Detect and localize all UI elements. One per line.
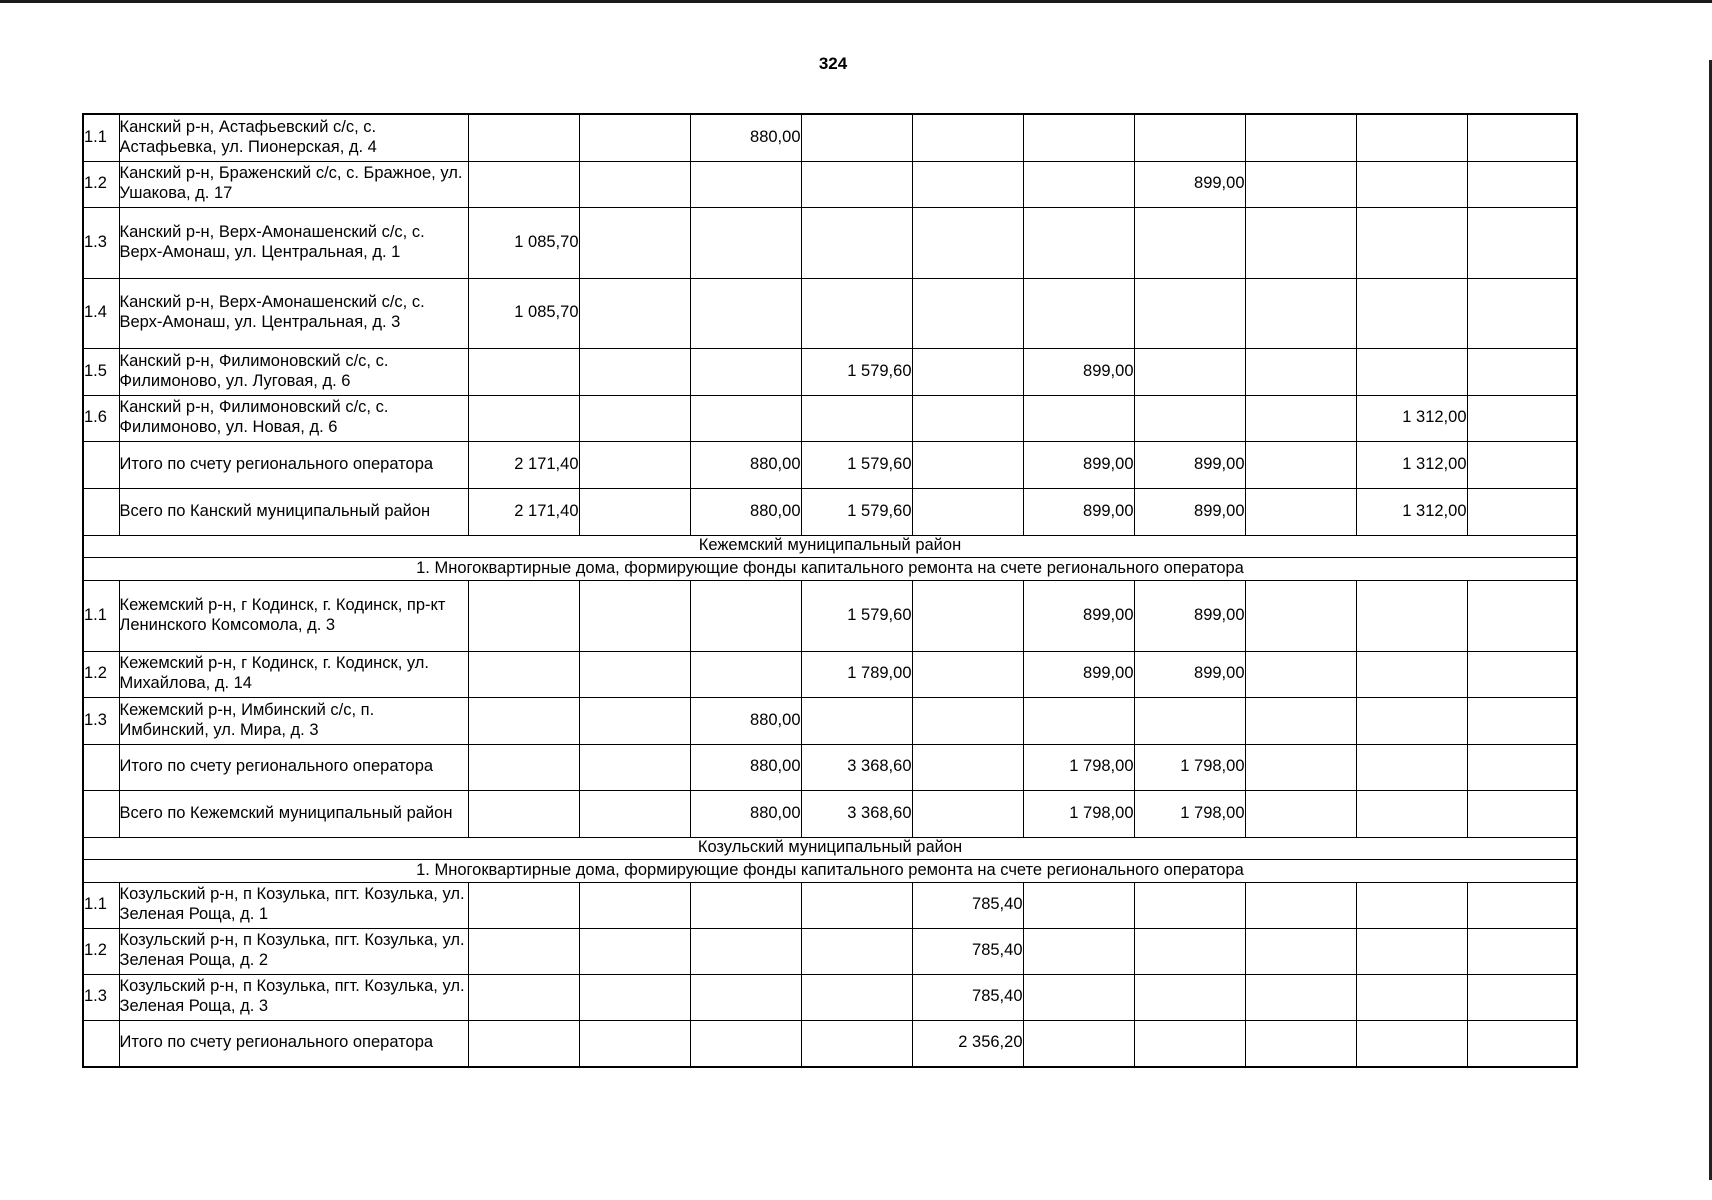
row-number: [83, 790, 119, 837]
value-cell: [1023, 928, 1134, 974]
row-number: 1.2: [83, 161, 119, 207]
table-row: [83, 395, 1577, 441]
value-cell: [1467, 114, 1577, 161]
value-cell: [801, 395, 912, 441]
value-cell: [1467, 697, 1577, 744]
value-cell: [579, 882, 690, 928]
value-cell: [690, 580, 801, 651]
address-cell: Кежемский р-н, г Кодинск, г. Кодинск, пр-кт Ленинского Комсомола, д. 3: [119, 580, 468, 651]
value-cell: 899,00: [1134, 488, 1245, 535]
value-cell: 1 312,00: [1356, 441, 1467, 488]
value-cell: [1245, 882, 1356, 928]
address-cell: Итого по счету регионального оператора: [119, 744, 468, 790]
value-cell: [1356, 744, 1467, 790]
table-row: [83, 697, 1577, 744]
value-cell: [579, 348, 690, 395]
value-cell: [1134, 207, 1245, 278]
value-cell: [1245, 278, 1356, 348]
value-cell: [690, 882, 801, 928]
value-cell: 1 312,00: [1356, 488, 1467, 535]
value-cell: [801, 1020, 912, 1067]
address-cell: Канский р-н, Астафьевский с/с, с. Астафьевка, ул. Пионерская, д. 4: [119, 114, 468, 161]
value-cell: 899,00: [1023, 580, 1134, 651]
value-cell: 785,40: [912, 882, 1023, 928]
value-cell: [1134, 882, 1245, 928]
row-number: 1.3: [83, 697, 119, 744]
value-cell: [468, 882, 579, 928]
value-cell: [1245, 395, 1356, 441]
value-cell: 899,00: [1023, 441, 1134, 488]
address-cell: Кежемский р-н, г Кодинск, г. Кодинск, ул. Михайлова, д. 14: [119, 651, 468, 697]
value-cell: [468, 928, 579, 974]
address-cell: Итого по счету регионального оператора: [119, 441, 468, 488]
value-cell: [1134, 114, 1245, 161]
row-number: [83, 1020, 119, 1067]
value-cell: 2 171,40: [468, 441, 579, 488]
value-cell: 785,40: [912, 974, 1023, 1020]
row-number: 1.5: [83, 348, 119, 395]
value-cell: [579, 790, 690, 837]
value-cell: [468, 974, 579, 1020]
value-cell: [690, 278, 801, 348]
value-cell: [690, 348, 801, 395]
value-cell: 880,00: [690, 441, 801, 488]
value-cell: [1467, 207, 1577, 278]
value-cell: [579, 697, 690, 744]
value-cell: 1 085,70: [468, 207, 579, 278]
value-cell: [912, 441, 1023, 488]
table-row: [83, 928, 1577, 974]
value-cell: [1245, 441, 1356, 488]
value-cell: [690, 651, 801, 697]
value-cell: 899,00: [1023, 488, 1134, 535]
value-cell: 899,00: [1134, 651, 1245, 697]
address-cell: Козульский р-н, п Козулька, пгт. Козулька, ул. Зеленая Роща, д. 2: [119, 928, 468, 974]
value-cell: [1023, 161, 1134, 207]
value-cell: [1245, 744, 1356, 790]
value-cell: [1356, 882, 1467, 928]
value-cell: [579, 278, 690, 348]
value-cell: [690, 395, 801, 441]
value-cell: [1356, 697, 1467, 744]
row-number: 1.6: [83, 395, 119, 441]
value-cell: [1467, 1020, 1577, 1067]
row-number: 1.4: [83, 278, 119, 348]
table-row: [83, 488, 1577, 535]
value-cell: 1 789,00: [801, 651, 912, 697]
address-cell: Козульский р-н, п Козулька, пгт. Козулька, ул. Зеленая Роща, д. 1: [119, 882, 468, 928]
table-row: [83, 790, 1577, 837]
value-cell: [1467, 348, 1577, 395]
value-cell: [468, 161, 579, 207]
value-cell: [579, 488, 690, 535]
value-cell: [468, 348, 579, 395]
value-cell: [1356, 278, 1467, 348]
value-cell: [690, 161, 801, 207]
repair-cost-table: [82, 113, 1578, 1068]
value-cell: [801, 161, 912, 207]
address-cell: Кежемский р-н, Имбинский с/с, п. Имбинский, ул. Мира, д. 3: [119, 697, 468, 744]
value-cell: 880,00: [690, 488, 801, 535]
value-cell: [1356, 580, 1467, 651]
value-cell: [579, 207, 690, 278]
value-cell: [1245, 580, 1356, 651]
value-cell: [912, 161, 1023, 207]
section-header-row: [83, 859, 1577, 882]
value-cell: 899,00: [1134, 161, 1245, 207]
value-cell: [801, 974, 912, 1020]
page-number: 324: [818, 54, 848, 73]
value-cell: [1245, 974, 1356, 1020]
value-cell: [1023, 882, 1134, 928]
value-cell: [912, 790, 1023, 837]
value-cell: [1467, 161, 1577, 207]
value-cell: 1 798,00: [1134, 744, 1245, 790]
row-number: 1.3: [83, 974, 119, 1020]
value-cell: 899,00: [1134, 441, 1245, 488]
value-cell: [468, 697, 579, 744]
value-cell: 1 579,60: [801, 441, 912, 488]
value-cell: [468, 1020, 579, 1067]
value-cell: [468, 790, 579, 837]
value-cell: [912, 348, 1023, 395]
value-cell: [579, 114, 690, 161]
value-cell: [1356, 790, 1467, 837]
value-cell: [801, 278, 912, 348]
table-row: [83, 744, 1577, 790]
value-cell: 899,00: [1134, 580, 1245, 651]
table-row: [83, 278, 1577, 348]
value-cell: [1023, 1020, 1134, 1067]
value-cell: [1356, 114, 1467, 161]
value-cell: [1467, 488, 1577, 535]
row-number: [83, 441, 119, 488]
section-header-row: [83, 535, 1577, 557]
value-cell: 1 798,00: [1134, 790, 1245, 837]
table-row: [83, 882, 1577, 928]
value-cell: [801, 207, 912, 278]
value-cell: [579, 928, 690, 974]
value-cell: [1467, 928, 1577, 974]
table-row: [83, 651, 1577, 697]
value-cell: [1467, 278, 1577, 348]
value-cell: 1 579,60: [801, 488, 912, 535]
value-cell: [579, 651, 690, 697]
value-cell: [1134, 278, 1245, 348]
value-cell: [468, 744, 579, 790]
value-cell: 1 798,00: [1023, 744, 1134, 790]
value-cell: [468, 395, 579, 441]
value-cell: [690, 974, 801, 1020]
section-header-row: [83, 557, 1577, 580]
section-title: 1. Многоквартирные дома, формирующие фонды капитального ремонта на счете регионального оператора: [83, 557, 1577, 580]
address-cell: Канский р-н, Верх-Амонашенский с/с, с. Верх-Амонаш, ул. Центральная, д. 3: [119, 278, 468, 348]
value-cell: [579, 1020, 690, 1067]
value-cell: [579, 744, 690, 790]
value-cell: [579, 161, 690, 207]
table-row: [83, 580, 1577, 651]
value-cell: 3 368,60: [801, 744, 912, 790]
table-row: [83, 1020, 1577, 1067]
value-cell: [1356, 928, 1467, 974]
value-cell: [1245, 348, 1356, 395]
value-cell: 1 798,00: [1023, 790, 1134, 837]
value-cell: 1 085,70: [468, 278, 579, 348]
value-cell: [690, 1020, 801, 1067]
value-cell: [1356, 207, 1467, 278]
value-cell: [1467, 395, 1577, 441]
address-cell: Канский р-н, Филимоновский с/с, с. Филимоново, ул. Новая, д. 6: [119, 395, 468, 441]
value-cell: [1245, 651, 1356, 697]
value-cell: [801, 928, 912, 974]
address-cell: Козульский р-н, п Козулька, пгт. Козулька, ул. Зеленая Роща, д. 3: [119, 974, 468, 1020]
address-cell: Итого по счету регионального оператора: [119, 1020, 468, 1067]
value-cell: [1356, 1020, 1467, 1067]
value-cell: 3 368,60: [801, 790, 912, 837]
value-cell: [579, 580, 690, 651]
value-cell: 899,00: [1023, 348, 1134, 395]
table-row: [83, 441, 1577, 488]
section-header-row: [83, 837, 1577, 859]
section-title: 1. Многоквартирные дома, формирующие фонды капитального ремонта на счете регионального оператора: [83, 859, 1577, 882]
value-cell: [912, 580, 1023, 651]
value-cell: [579, 441, 690, 488]
value-cell: [1023, 395, 1134, 441]
row-number: 1.2: [83, 928, 119, 974]
value-cell: [1467, 651, 1577, 697]
row-number: [83, 488, 119, 535]
address-cell: Всего по Канский муниципальный район: [119, 488, 468, 535]
value-cell: [1356, 974, 1467, 1020]
value-cell: [1356, 348, 1467, 395]
value-cell: [1023, 278, 1134, 348]
value-cell: [1245, 1020, 1356, 1067]
value-cell: [912, 488, 1023, 535]
table-row: [83, 974, 1577, 1020]
table-row: [83, 348, 1577, 395]
value-cell: [1245, 697, 1356, 744]
table-row: [83, 114, 1577, 161]
value-cell: 785,40: [912, 928, 1023, 974]
value-cell: [912, 278, 1023, 348]
value-cell: [912, 395, 1023, 441]
value-cell: [468, 114, 579, 161]
value-cell: 2 356,20: [912, 1020, 1023, 1067]
section-title: Козульский муниципальный район: [83, 837, 1577, 859]
value-cell: [801, 697, 912, 744]
value-cell: [1245, 161, 1356, 207]
value-cell: [801, 114, 912, 161]
table-row: [83, 161, 1577, 207]
value-cell: [468, 580, 579, 651]
value-cell: [1023, 974, 1134, 1020]
value-cell: [912, 697, 1023, 744]
value-cell: [801, 882, 912, 928]
value-cell: [1245, 114, 1356, 161]
value-cell: 880,00: [690, 697, 801, 744]
value-cell: [1134, 1020, 1245, 1067]
row-number: 1.3: [83, 207, 119, 278]
row-number: 1.1: [83, 580, 119, 651]
value-cell: [1467, 882, 1577, 928]
value-cell: [1134, 928, 1245, 974]
value-cell: [579, 974, 690, 1020]
value-cell: 880,00: [690, 744, 801, 790]
value-cell: [1245, 207, 1356, 278]
address-cell: Всего по Кежемский муниципальный район: [119, 790, 468, 837]
value-cell: [912, 651, 1023, 697]
value-cell: [1134, 697, 1245, 744]
value-cell: 880,00: [690, 114, 801, 161]
value-cell: [468, 651, 579, 697]
value-cell: [1134, 395, 1245, 441]
value-cell: [1467, 974, 1577, 1020]
table-body: [83, 114, 1577, 1067]
row-number: 1.1: [83, 114, 119, 161]
row-number: [83, 744, 119, 790]
value-cell: [1467, 744, 1577, 790]
value-cell: [1467, 580, 1577, 651]
value-cell: 1 579,60: [801, 348, 912, 395]
value-cell: [912, 744, 1023, 790]
value-cell: [912, 114, 1023, 161]
value-cell: [579, 395, 690, 441]
value-cell: 1 312,00: [1356, 395, 1467, 441]
value-cell: [1023, 114, 1134, 161]
value-cell: [1245, 928, 1356, 974]
value-cell: [912, 207, 1023, 278]
value-cell: [690, 207, 801, 278]
address-cell: Канский р-н, Филимоновский с/с, с. Филимоново, ул. Луговая, д. 6: [119, 348, 468, 395]
address-cell: Канский р-н, Браженский с/с, с. Бражное, ул. Ушакова, д. 17: [119, 161, 468, 207]
value-cell: [1467, 790, 1577, 837]
value-cell: 899,00: [1023, 651, 1134, 697]
value-cell: 2 171,40: [468, 488, 579, 535]
row-number: 1.2: [83, 651, 119, 697]
value-cell: 880,00: [690, 790, 801, 837]
section-title: Кежемский муниципальный район: [83, 535, 1577, 557]
value-cell: 1 579,60: [801, 580, 912, 651]
value-cell: [1245, 790, 1356, 837]
address-cell: Канский р-н, Верх-Амонашенский с/с, с. Верх-Амонаш, ул. Центральная, д. 1: [119, 207, 468, 278]
value-cell: [1134, 348, 1245, 395]
row-number: 1.1: [83, 882, 119, 928]
value-cell: [1245, 488, 1356, 535]
value-cell: [690, 928, 801, 974]
table-row: [83, 207, 1577, 278]
value-cell: [1023, 207, 1134, 278]
value-cell: [1356, 161, 1467, 207]
value-cell: [1356, 651, 1467, 697]
value-cell: [1467, 441, 1577, 488]
value-cell: [1134, 974, 1245, 1020]
top-rule: [0, 0, 1712, 3]
value-cell: [1023, 697, 1134, 744]
